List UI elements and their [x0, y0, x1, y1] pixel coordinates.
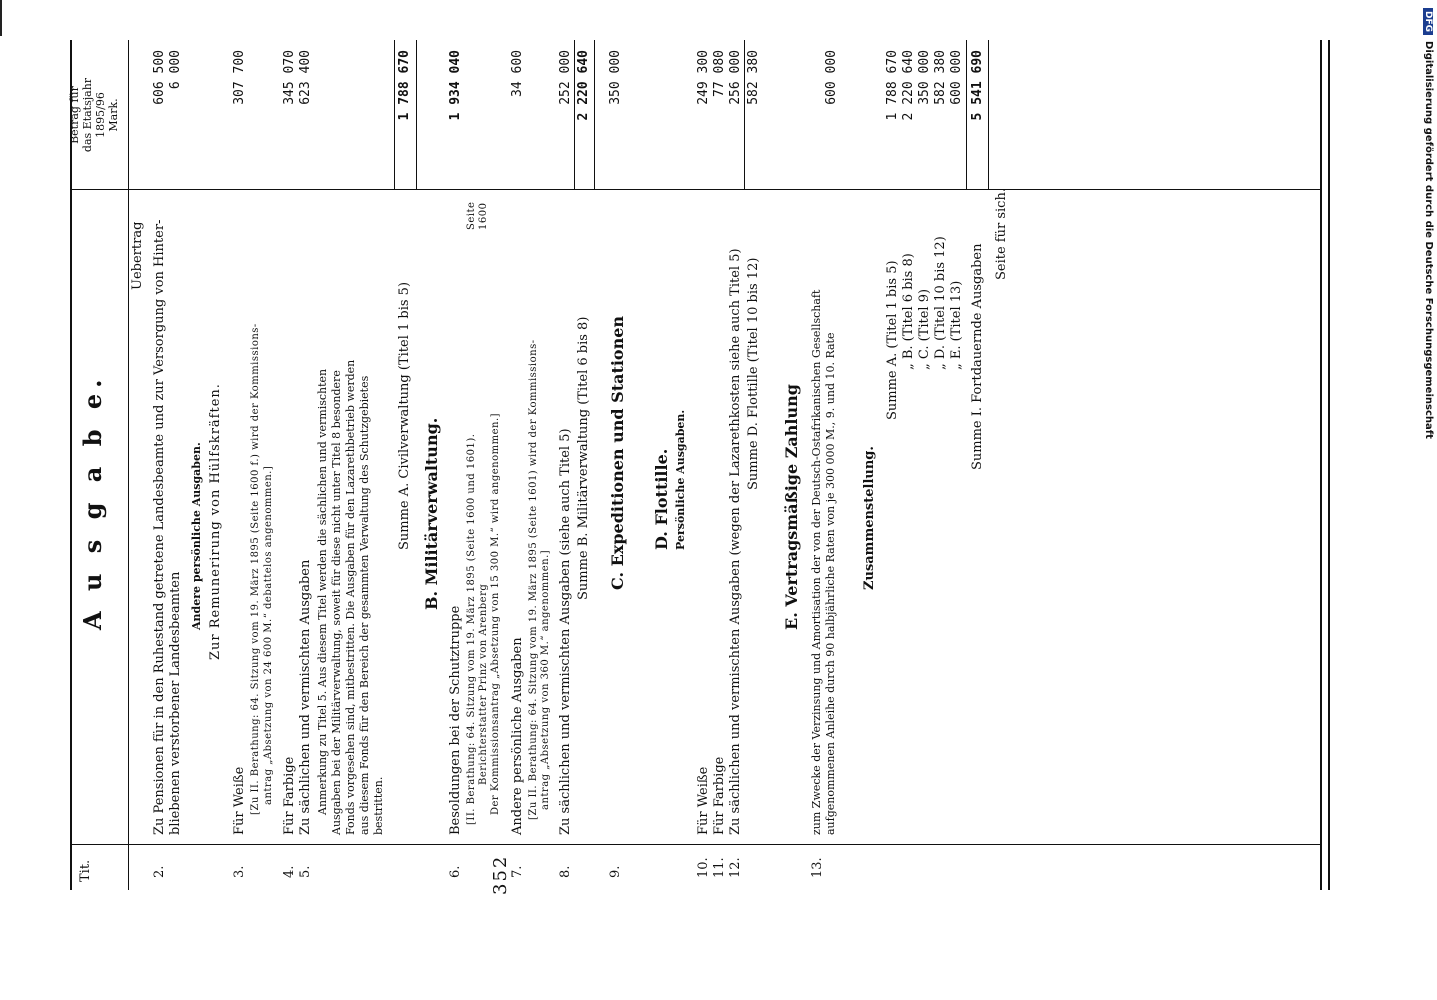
- tit-number: 3.: [232, 865, 247, 878]
- amount-header-line: Betrag für: [68, 86, 81, 144]
- amount-total: 2 220 640: [576, 50, 591, 121]
- dfg-stamp-text: [1418, 8, 1434, 988]
- row-text: Für Farbige: [712, 756, 727, 835]
- sum-rule: [594, 40, 595, 190]
- side-reference: Seite: [466, 201, 477, 230]
- sum-line: Summe B. Militärverwaltung (Titel 6 bis 8): [576, 316, 591, 600]
- dfg-stamp: [1418, 8, 1434, 988]
- amount: 77 080: [712, 50, 727, 97]
- amount: 1 788 670: [885, 50, 900, 121]
- summary-line: „ B. (Titel 6 bis 8): [901, 253, 916, 370]
- section-heading: B. Militärverwaltung.: [422, 417, 441, 610]
- row-text: Zu Pensionen für in den Ruhestand getretene Landesbeamte und zur Versorgung von Hinter-: [152, 219, 167, 835]
- note-line: [II. Berathung: 64. Sitzung vom 19. März 1895 (Seite 1600 und 1601).: [466, 433, 477, 825]
- note-line: antrag „Absetzung von 360 M.“ angenommen.]: [540, 549, 551, 810]
- summary-line: „ C. (Titel 9): [917, 288, 932, 370]
- sum-line: Summe D. Flottille (Titel 10 bis 12): [746, 257, 761, 490]
- row-text: Zu sächlichen und vermischten Ausgaben (siehe auch Titel 5): [558, 428, 573, 835]
- note-line: Der Kommissionsantrag „Absetzung von 15 300 M.“ wird angenommen.]: [490, 412, 501, 815]
- section-heading: Zusammenstellung.: [862, 446, 877, 590]
- amount: 1 934 040: [448, 50, 463, 121]
- section-heading: D. Flottille.: [652, 448, 671, 550]
- summary-line: „ D. (Titel 10 bis 12): [933, 236, 948, 370]
- annotation-line: aus diesem Fonds für den Bereich der gesammten Verwaltung des Schutzgebietes: [358, 375, 371, 835]
- side-reference: 1600: [478, 202, 489, 230]
- row-text: Besoldungen bei der Schutztruppe: [448, 605, 463, 835]
- row-text: aufgenommenen Anleihe durch 90 halbjährliche Raten von je 300 000 M., 9. und 10. Rate: [824, 332, 837, 835]
- column-header-tit: Tit.: [78, 859, 93, 882]
- amount: 34 600: [510, 50, 525, 97]
- amount: 582 380: [933, 50, 948, 105]
- scan-edge-mark: [0, 0, 2, 36]
- amount-header-line: 1895/96: [94, 92, 107, 138]
- column-header-amount: [68, 50, 120, 180]
- rotated-document-page: [68, 40, 1330, 895]
- amount: 307 700: [232, 50, 247, 105]
- tit-column-separator: [70, 844, 1320, 845]
- row-text: Andere persönliche Ausgaben: [510, 637, 525, 835]
- sum-line: Summe A. Civilverwaltung (Titel 1 bis 5): [397, 281, 412, 550]
- amount: 350 000: [917, 50, 932, 105]
- header-rule: [128, 40, 129, 890]
- subheading: Persönliche Ausgaben.: [674, 409, 687, 550]
- table-bottom-rule: [1320, 40, 1322, 890]
- row-text: zum Zwecke der Verzinsung und Amortisation der von der Deutsch-Ostafrikanischen Gesellschaft: [810, 289, 823, 835]
- page-heading: A u s g a b e.: [78, 373, 107, 630]
- tit-number: 11.: [712, 857, 727, 878]
- note-line: [Zu II. Berathung: 64. Sitzung vom 19. März 1895 (Seite 1601) wird der Kommissions-: [528, 339, 539, 820]
- page-note: Seite für sich.: [994, 188, 1009, 280]
- row-text: Zu sächlichen und vermischten Ausgaben: [298, 559, 313, 835]
- amount: 350 000: [608, 50, 623, 105]
- note-line: antrag „Absetzung von 24 600 M.“ debattelos angenommen.]: [263, 465, 274, 805]
- amount-total: 582 380: [746, 50, 761, 105]
- tit-number: 13.: [810, 857, 825, 878]
- sum-line: Summe I. Fortdauernde Ausgaben: [970, 243, 985, 470]
- dfg-credit: Digitalisierung gefördert durch die Deutsche Forschungsgemeinschaft: [1423, 41, 1434, 439]
- amount: 6 000: [168, 50, 183, 90]
- sum-rule: [416, 40, 417, 190]
- tit-number: 6.: [448, 865, 463, 878]
- row-text: Zu sächlichen und vermischten Ausgaben (wegen der Lazarethkosten siehe auch Titel 5): [728, 248, 743, 835]
- amount: 600 000: [949, 50, 964, 105]
- amount-grand-total: 5 541 690: [970, 50, 985, 121]
- note-line: [Zu II. Berathung: 64. Sitzung vom 19. März 1895 (Seite 1600 f.) wird der Kommissions-: [250, 323, 261, 815]
- dfg-logo: DFG: [1423, 8, 1433, 35]
- summary-line: „ E. (Titel 13): [949, 280, 964, 370]
- tit-number: 8.: [558, 865, 573, 878]
- sum-rule: [394, 40, 395, 190]
- amount-header-line: das Etatsjahr: [81, 77, 94, 153]
- sum-rule: [988, 40, 989, 190]
- sum-rule: [574, 40, 575, 190]
- amount: 345 070: [282, 50, 297, 105]
- page-number: 352: [490, 854, 511, 895]
- tit-number: 5.: [298, 865, 313, 878]
- annotation-line: bestritten.: [372, 776, 385, 835]
- tit-number: 2.: [152, 865, 167, 878]
- amount-column-separator: [70, 189, 1320, 190]
- amount: 606 500: [152, 50, 167, 105]
- subheading: Andere persönliche Ausgaben.: [190, 442, 203, 630]
- amount: 252 000: [558, 50, 573, 105]
- row-text: Für Farbige: [282, 756, 297, 835]
- amount-total: 1 788 670: [397, 50, 412, 121]
- sum-rule: [966, 40, 967, 190]
- section-heading: E. Vertragsmäßige Zahlung: [782, 384, 801, 630]
- amount-header-line: Mark.: [107, 98, 120, 132]
- summary-line: Summe A. (Titel 1 bis 5): [885, 260, 900, 420]
- amount: 2 220 640: [901, 50, 916, 121]
- row-text: Für Weiße: [696, 766, 711, 835]
- subheading: Zur Remunerirung von Hülfskräften.: [208, 383, 223, 660]
- amount: 256 000: [728, 50, 743, 105]
- note-line: Berichterstatter Prinz von Arenberg: [478, 583, 489, 785]
- bottom-rule: [1328, 40, 1330, 890]
- tit-number: 10.: [696, 857, 711, 878]
- tit-number: 9.: [608, 865, 623, 878]
- tit-number: 4.: [282, 865, 297, 878]
- amount: 249 300: [696, 50, 711, 105]
- uebertrag-label: Uebertrag: [130, 221, 145, 290]
- row-text: Für Weiße: [232, 766, 247, 835]
- tit-number: 7.: [510, 865, 525, 878]
- annotation-line: Ausgaben bei der Militärverwaltung, soweit für diese nicht unter Titel 8 besondere: [330, 370, 343, 835]
- tit-number: 12.: [728, 857, 743, 878]
- section-heading: C. Expeditionen und Stationen: [608, 315, 627, 590]
- row-text: bliebenen verstorbener Landesbeamten: [168, 571, 183, 835]
- sum-rule: [744, 40, 745, 190]
- amount: 600 000: [824, 50, 839, 105]
- annotation-line: Anmerkung zu Titel 5. Aus diesem Titel werden die sächlichen und vermischten: [316, 368, 329, 815]
- annotation-line: Fonds vorgesehen sind, mitbestritten. Die Ausgaben für den Lazarethbetrieb werden: [344, 359, 357, 835]
- amount: 623 400: [298, 50, 313, 105]
